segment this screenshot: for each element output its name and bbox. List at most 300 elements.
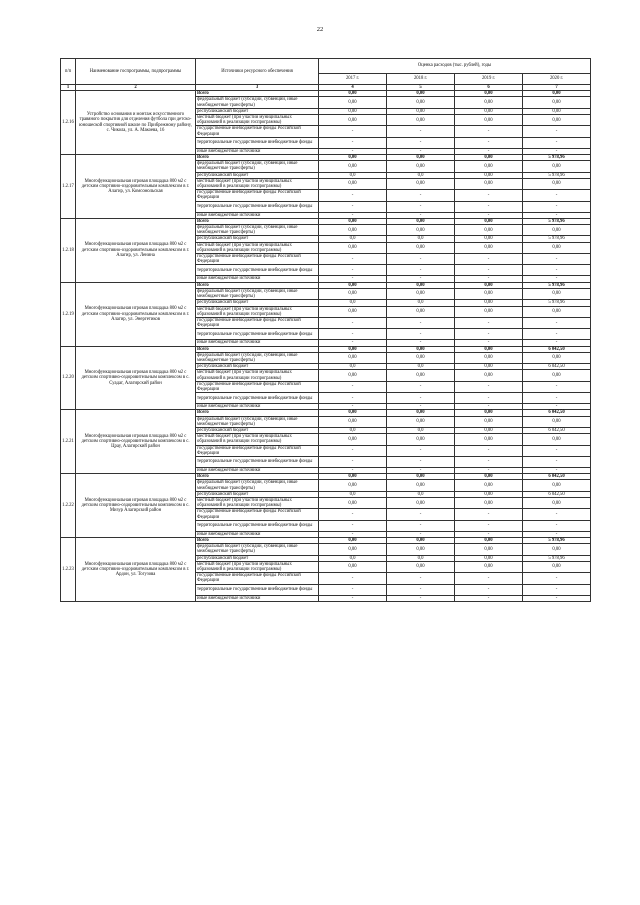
amount-cell: - bbox=[387, 381, 455, 392]
amount-cell: 0,00 bbox=[387, 155, 455, 161]
amount-cell: 0,00 bbox=[319, 108, 387, 114]
amount-cell: 0,00 bbox=[455, 115, 523, 126]
amount-cell: 0,00 bbox=[387, 538, 455, 544]
index-cell: 2 bbox=[76, 85, 196, 91]
item-name: Многофункциональная игровая площадка 800 м2 с детским спортивно-оздоровительным комплексом в с. Мизур Алагирский район bbox=[76, 474, 196, 538]
amount-cell: 0,00 bbox=[455, 555, 523, 561]
amount-cell: - bbox=[387, 404, 455, 410]
index-cell: 6 bbox=[455, 85, 523, 91]
funding-source: территориальные государственные внебюджетные фонды bbox=[196, 456, 319, 467]
item-number: 1.2.22 bbox=[61, 474, 76, 538]
funding-source: местный бюджет (при участии муниципальных образований в реализации госпрограммы) bbox=[196, 242, 319, 253]
amount-cell: 5 978,96 bbox=[523, 218, 591, 224]
funding-source: территориальные государственные внебюджетные фонды bbox=[196, 393, 319, 404]
amount-cell: 0,00 bbox=[455, 225, 523, 236]
funding-source: территориальные государственные внебюджетные фонды bbox=[196, 329, 319, 340]
amount-cell: 0,00 bbox=[387, 544, 455, 555]
funding-source: республиканский бюджет bbox=[196, 364, 319, 370]
amount-cell: 0,00 bbox=[319, 480, 387, 491]
amount-cell: 0,00 bbox=[387, 242, 455, 253]
amount-cell: - bbox=[455, 137, 523, 148]
amount-cell: 0,00 bbox=[455, 497, 523, 508]
amount-cell: - bbox=[387, 393, 455, 404]
amount-cell: - bbox=[455, 595, 523, 601]
amount-cell: 0,00 bbox=[387, 288, 455, 299]
funding-source: государственные внебюджетные фонды Российской Федерации bbox=[196, 317, 319, 328]
amount-cell: - bbox=[387, 445, 455, 456]
amount-cell: - bbox=[319, 126, 387, 137]
amount-cell: - bbox=[387, 573, 455, 584]
amount-cell: 0,00 bbox=[319, 97, 387, 108]
funding-source: местный бюджет (при участии муниципальных образований в реализации госпрограммы) bbox=[196, 115, 319, 126]
index-cell: 7 bbox=[523, 85, 591, 91]
amount-cell: - bbox=[319, 265, 387, 276]
funding-source: федеральный бюджет (субсидии, субвенции, иные межбюджетные трансферты) bbox=[196, 97, 319, 108]
item-number: 1.2.19 bbox=[61, 282, 76, 346]
amount-cell: 0,00 bbox=[319, 242, 387, 253]
amount-cell: 0,00 bbox=[523, 370, 591, 381]
amount-cell: 0,00 bbox=[319, 115, 387, 126]
funding-source: Всего bbox=[196, 282, 319, 288]
amount-cell: 0,00 bbox=[455, 480, 523, 491]
amount-cell: - bbox=[387, 276, 455, 282]
amount-cell: - bbox=[319, 445, 387, 456]
funding-source: Всего bbox=[196, 474, 319, 480]
funding-source: Всего bbox=[196, 538, 319, 544]
funding-source: федеральный бюджет (субсидии, субвенции, иные межбюджетные трансферты) bbox=[196, 161, 319, 172]
item-number: 1.2.20 bbox=[61, 346, 76, 410]
funding-source: государственные внебюджетные фонды Российской Федерации bbox=[196, 573, 319, 584]
amount-cell: - bbox=[319, 520, 387, 531]
amount-cell: 0,0 bbox=[319, 427, 387, 433]
amount-cell: - bbox=[387, 456, 455, 467]
amount-cell: 0,00 bbox=[455, 178, 523, 189]
amount-cell: - bbox=[523, 340, 591, 346]
funding-source: республиканский бюджет bbox=[196, 108, 319, 114]
funding-source: местный бюджет (при участии муниципальных образований в реализации госпрограммы) bbox=[196, 306, 319, 317]
amount-cell: - bbox=[523, 520, 591, 531]
amount-cell: 0,00 bbox=[455, 108, 523, 114]
amount-cell: 0,00 bbox=[387, 474, 455, 480]
amount-cell: - bbox=[387, 595, 455, 601]
amount-cell: 0,00 bbox=[319, 474, 387, 480]
amount-cell: 6 042,50 bbox=[523, 346, 591, 352]
header-num: п/п bbox=[61, 59, 76, 85]
funding-source: республиканский бюджет bbox=[196, 555, 319, 561]
amount-cell: - bbox=[523, 126, 591, 137]
amount-cell: 0,00 bbox=[387, 218, 455, 224]
amount-cell: - bbox=[455, 126, 523, 137]
amount-cell: 0,00 bbox=[319, 178, 387, 189]
amount-cell: 0,0 bbox=[387, 236, 455, 242]
amount-cell: - bbox=[319, 381, 387, 392]
amount-cell: 0,0 bbox=[319, 172, 387, 178]
item-name: Многофункциональная игровая площадка 800 м2 с детским спортивно-оздоровительным комплексом в с. Суадаг, Алагирский район bbox=[76, 346, 196, 410]
amount-cell: - bbox=[455, 573, 523, 584]
amount-cell: 0,0 bbox=[319, 364, 387, 370]
amount-cell: 0,00 bbox=[523, 178, 591, 189]
amount-cell: 0,00 bbox=[319, 218, 387, 224]
amount-cell: 0,00 bbox=[387, 282, 455, 288]
amount-cell: - bbox=[319, 137, 387, 148]
amount-cell: 0,00 bbox=[523, 288, 591, 299]
header-name: Наименование госпрограммы, подпрограммы bbox=[76, 59, 196, 85]
amount-cell: 0,00 bbox=[523, 416, 591, 427]
funding-source: территориальные государственные внебюджетные фонды bbox=[196, 265, 319, 276]
funding-source: федеральный бюджет (субсидии, субвенции, иные межбюджетные трансферты) bbox=[196, 225, 319, 236]
amount-cell: 0,00 bbox=[455, 155, 523, 161]
amount-cell: 0,0 bbox=[387, 491, 455, 497]
amount-cell: 6 042,50 bbox=[523, 410, 591, 416]
amount-cell: - bbox=[319, 148, 387, 154]
funding-source: государственные внебюджетные фонды Российской Федерации bbox=[196, 126, 319, 137]
funding-source: местный бюджет (при участии муниципальных образований в реализации госпрограммы) bbox=[196, 497, 319, 508]
amount-cell: 0,00 bbox=[319, 370, 387, 381]
amount-cell: 0,00 bbox=[387, 410, 455, 416]
index-cell: 5 bbox=[387, 85, 455, 91]
amount-cell: 6 042,50 bbox=[523, 491, 591, 497]
amount-cell: 0,00 bbox=[319, 288, 387, 299]
amount-cell: 0,00 bbox=[455, 346, 523, 352]
funding-source: местный бюджет (при участии муниципальных образований в реализации госпрограммы) bbox=[196, 561, 319, 572]
amount-cell: - bbox=[455, 212, 523, 218]
amount-cell: 0,00 bbox=[455, 491, 523, 497]
amount-cell: - bbox=[387, 467, 455, 473]
amount-cell: - bbox=[319, 329, 387, 340]
amount-cell: - bbox=[523, 573, 591, 584]
amount-cell: 5 978,96 bbox=[523, 282, 591, 288]
funding-source: республиканский бюджет bbox=[196, 172, 319, 178]
amount-cell: 0,00 bbox=[319, 306, 387, 317]
amount-cell: - bbox=[387, 329, 455, 340]
funding-source: иные внебюджетные источники bbox=[196, 404, 319, 410]
amount-cell: - bbox=[387, 265, 455, 276]
amount-cell: - bbox=[523, 531, 591, 537]
amount-cell: 0,00 bbox=[387, 370, 455, 381]
amount-cell: - bbox=[455, 584, 523, 595]
amount-cell: 0,00 bbox=[523, 306, 591, 317]
funding-source: территориальные государственные внебюджетные фонды bbox=[196, 201, 319, 212]
amount-cell: - bbox=[455, 520, 523, 531]
amount-cell: - bbox=[523, 137, 591, 148]
item-number: 1.2.21 bbox=[61, 410, 76, 474]
funding-source: иные внебюджетные источники bbox=[196, 467, 319, 473]
amount-cell: 0,00 bbox=[523, 242, 591, 253]
amount-cell: 0,00 bbox=[455, 538, 523, 544]
amount-cell: 0,00 bbox=[455, 161, 523, 172]
index-cell: 1 bbox=[61, 85, 76, 91]
amount-cell: 0,0 bbox=[319, 300, 387, 306]
amount-cell: - bbox=[523, 148, 591, 154]
amount-cell: - bbox=[455, 317, 523, 328]
amount-cell: 0,00 bbox=[455, 97, 523, 108]
item-number: 1.2.17 bbox=[61, 155, 76, 219]
amount-cell: - bbox=[387, 509, 455, 520]
amount-cell: 0,00 bbox=[455, 474, 523, 480]
amount-cell: - bbox=[387, 137, 455, 148]
amount-cell: 0,00 bbox=[455, 236, 523, 242]
amount-cell: 0,00 bbox=[455, 242, 523, 253]
funding-source: федеральный бюджет (субсидии, субвенции, иные межбюджетные трансферты) bbox=[196, 352, 319, 363]
amount-cell: 0,0 bbox=[387, 427, 455, 433]
funding-source: местный бюджет (при участии муниципальных образований в реализации госпрограммы) bbox=[196, 370, 319, 381]
funding-source: территориальные государственные внебюджетные фонды bbox=[196, 520, 319, 531]
amount-cell: - bbox=[319, 531, 387, 537]
amount-cell: 0,00 bbox=[523, 544, 591, 555]
amount-cell: - bbox=[455, 509, 523, 520]
amount-cell: 0,00 bbox=[455, 544, 523, 555]
amount-cell: 0,00 bbox=[523, 480, 591, 491]
amount-cell: 0,00 bbox=[523, 115, 591, 126]
amount-cell: 0,00 bbox=[387, 497, 455, 508]
amount-cell: - bbox=[455, 404, 523, 410]
amount-cell: - bbox=[455, 381, 523, 392]
amount-cell: - bbox=[455, 456, 523, 467]
amount-cell: - bbox=[319, 212, 387, 218]
funding-source: иные внебюджетные источники bbox=[196, 595, 319, 601]
amount-cell: - bbox=[319, 509, 387, 520]
amount-cell: - bbox=[387, 340, 455, 346]
funding-source: федеральный бюджет (субсидии, субвенции, иные межбюджетные трансферты) bbox=[196, 416, 319, 427]
funding-source: государственные внебюджетные фонды Российской Федерации bbox=[196, 254, 319, 265]
amount-cell: - bbox=[319, 393, 387, 404]
amount-cell: 0,00 bbox=[387, 115, 455, 126]
funding-source: государственные внебюджетные фонды Российской Федерации bbox=[196, 190, 319, 201]
amount-cell: 0,00 bbox=[387, 416, 455, 427]
amount-cell: 0,00 bbox=[455, 434, 523, 445]
amount-cell: 0,00 bbox=[387, 178, 455, 189]
amount-cell: - bbox=[523, 212, 591, 218]
amount-cell: - bbox=[523, 584, 591, 595]
item-name: Многофункциональная игровая площадка 800 м2 с детским спортивно-оздоровительным комплексом в г. Ардон, ул. Тогузова bbox=[76, 538, 196, 602]
amount-cell: 0,00 bbox=[387, 91, 455, 97]
page-number: 22 bbox=[316, 26, 324, 33]
amount-cell: - bbox=[319, 276, 387, 282]
amount-cell: - bbox=[387, 201, 455, 212]
funding-source: местный бюджет (при участии муниципальных образований в реализации госпрограммы) bbox=[196, 178, 319, 189]
item-name: Многофункциональная игровая площадка 800 м2 с детским спортивно-оздоровительным комплексом в с. Црау, Алагирский район bbox=[76, 410, 196, 474]
funding-source: территориальные государственные внебюджетные фонды bbox=[196, 137, 319, 148]
amount-cell: 0,00 bbox=[455, 410, 523, 416]
amount-cell: 0,00 bbox=[523, 352, 591, 363]
amount-cell: - bbox=[319, 254, 387, 265]
amount-cell: 6 042,50 bbox=[523, 364, 591, 370]
amount-cell: - bbox=[387, 584, 455, 595]
amount-cell: 5 978,96 bbox=[523, 172, 591, 178]
item-name: Многофункциональная игровая площадка 800 м2 с детским спортивно-оздоровительным комплексом в г. Алагир, ул. Энергетиков bbox=[76, 282, 196, 346]
amount-cell: 0,00 bbox=[387, 97, 455, 108]
amount-cell: 0,0 bbox=[387, 172, 455, 178]
amount-cell: 0,00 bbox=[319, 282, 387, 288]
index-cell: 3 bbox=[196, 85, 319, 91]
amount-cell: - bbox=[523, 381, 591, 392]
header-year: 2019 г. bbox=[455, 74, 523, 85]
amount-cell: 0,0 bbox=[387, 300, 455, 306]
amount-cell: 0,00 bbox=[387, 352, 455, 363]
amount-cell: 0,00 bbox=[523, 97, 591, 108]
amount-cell: - bbox=[523, 276, 591, 282]
item-number: 1.2.16 bbox=[61, 91, 76, 155]
amount-cell: 0,00 bbox=[387, 561, 455, 572]
header-year: 2017 г. bbox=[319, 74, 387, 85]
amount-cell: - bbox=[455, 340, 523, 346]
header-source: Источники ресурсного обеспечения bbox=[196, 59, 319, 85]
amount-cell: - bbox=[455, 393, 523, 404]
amount-cell: - bbox=[523, 265, 591, 276]
amount-cell: 0,00 bbox=[319, 538, 387, 544]
index-cell: 4 bbox=[319, 85, 387, 91]
funding-source: иные внебюджетные источники bbox=[196, 212, 319, 218]
amount-cell: 0,00 bbox=[455, 306, 523, 317]
amount-cell: - bbox=[387, 520, 455, 531]
amount-cell: 0,00 bbox=[455, 416, 523, 427]
amount-cell: - bbox=[387, 190, 455, 201]
funding-source: государственные внебюджетные фонды Российской Федерации bbox=[196, 381, 319, 392]
amount-cell: 0,00 bbox=[523, 561, 591, 572]
amount-cell: 0,00 bbox=[455, 172, 523, 178]
amount-cell: 0,00 bbox=[319, 346, 387, 352]
amount-cell: 0,00 bbox=[387, 434, 455, 445]
amount-cell: - bbox=[319, 404, 387, 410]
budget-table bbox=[60, 58, 591, 602]
amount-cell: - bbox=[523, 595, 591, 601]
amount-cell: - bbox=[319, 584, 387, 595]
amount-cell: - bbox=[387, 212, 455, 218]
amount-cell: 0,00 bbox=[319, 161, 387, 172]
amount-cell: - bbox=[319, 456, 387, 467]
amount-cell: 0,00 bbox=[319, 91, 387, 97]
amount-cell: - bbox=[387, 254, 455, 265]
amount-cell: 0,00 bbox=[319, 352, 387, 363]
amount-cell: - bbox=[319, 190, 387, 201]
amount-cell: - bbox=[455, 276, 523, 282]
amount-cell: 0,00 bbox=[387, 306, 455, 317]
amount-cell: - bbox=[523, 445, 591, 456]
funding-source: иные внебюджетные источники bbox=[196, 276, 319, 282]
amount-cell: 0,00 bbox=[523, 225, 591, 236]
funding-source: иные внебюджетные источники bbox=[196, 340, 319, 346]
amount-cell: - bbox=[455, 265, 523, 276]
amount-cell: - bbox=[455, 531, 523, 537]
funding-source: иные внебюджетные источники bbox=[196, 148, 319, 154]
amount-cell: - bbox=[523, 254, 591, 265]
amount-cell: 0,00 bbox=[387, 225, 455, 236]
amount-cell: 0,00 bbox=[319, 497, 387, 508]
amount-cell: 0,00 bbox=[455, 218, 523, 224]
amount-cell: - bbox=[523, 509, 591, 520]
amount-cell: - bbox=[319, 573, 387, 584]
funding-source: Всего bbox=[196, 346, 319, 352]
header-year: 2020 г. bbox=[523, 74, 591, 85]
amount-cell: - bbox=[387, 317, 455, 328]
funding-source: федеральный бюджет (субсидии, субвенции, иные межбюджетные трансферты) bbox=[196, 480, 319, 491]
amount-cell: 0,0 bbox=[319, 236, 387, 242]
funding-source: республиканский бюджет bbox=[196, 491, 319, 497]
funding-source: Всего bbox=[196, 91, 319, 97]
amount-cell: 0,00 bbox=[387, 346, 455, 352]
amount-cell: 0,00 bbox=[455, 282, 523, 288]
header-estimate: Оценка расходов (тыс. рублей), годы bbox=[319, 59, 591, 74]
funding-source: Всего bbox=[196, 155, 319, 161]
amount-cell: 5 978,96 bbox=[523, 155, 591, 161]
funding-source: федеральный бюджет (субсидии, субвенции, иные межбюджетные трансферты) bbox=[196, 288, 319, 299]
amount-cell: 5 978,96 bbox=[523, 300, 591, 306]
amount-cell: - bbox=[455, 148, 523, 154]
funding-source: Всего bbox=[196, 218, 319, 224]
amount-cell: 0,0 bbox=[319, 555, 387, 561]
amount-cell: - bbox=[319, 317, 387, 328]
amount-cell: - bbox=[319, 201, 387, 212]
amount-cell: - bbox=[523, 329, 591, 340]
amount-cell: - bbox=[523, 467, 591, 473]
amount-cell: 0,00 bbox=[455, 288, 523, 299]
amount-cell: 6 042,50 bbox=[523, 427, 591, 433]
amount-cell: - bbox=[523, 456, 591, 467]
amount-cell: 0,00 bbox=[455, 561, 523, 572]
amount-cell: 6 042,50 bbox=[523, 474, 591, 480]
amount-cell: - bbox=[523, 393, 591, 404]
item-number: 1.2.23 bbox=[61, 538, 76, 602]
item-number: 1.2.18 bbox=[61, 218, 76, 282]
amount-cell: 0,00 bbox=[455, 91, 523, 97]
amount-cell: - bbox=[455, 445, 523, 456]
item-name: Многофункциональная игровая площадка 800 м2 с детским спортивно-оздоровительным комплексом в г. Алагир, ул. Ленина bbox=[76, 218, 196, 282]
amount-cell: 0,0 bbox=[319, 491, 387, 497]
amount-cell: - bbox=[387, 531, 455, 537]
amount-cell: - bbox=[387, 148, 455, 154]
amount-cell: 5 978,96 bbox=[523, 236, 591, 242]
funding-source: республиканский бюджет bbox=[196, 236, 319, 242]
amount-cell: - bbox=[455, 467, 523, 473]
amount-cell: 0,0 bbox=[387, 555, 455, 561]
funding-source: иные внебюджетные источники bbox=[196, 531, 319, 537]
item-name: Устройство основания и монтаж искусственного травяного покрытия для отделения футбола при детско-юношеской спортивной школе по Прибрежному району, с. Чикола, ул. А. Макоева, 16 bbox=[76, 91, 196, 155]
amount-cell: 0,00 bbox=[523, 91, 591, 97]
funding-source: территориальные государственные внебюджетные фонды bbox=[196, 584, 319, 595]
amount-cell: - bbox=[319, 595, 387, 601]
funding-source: федеральный бюджет (субсидии, субвенции, иные межбюджетные трансферты) bbox=[196, 544, 319, 555]
amount-cell: 5 978,96 bbox=[523, 555, 591, 561]
amount-cell: 0,00 bbox=[387, 480, 455, 491]
amount-cell: 0,00 bbox=[523, 108, 591, 114]
funding-source: государственные внебюджетные фонды Российской Федерации bbox=[196, 445, 319, 456]
funding-source: местный бюджет (при участии муниципальных образований в реализации госпрограммы) bbox=[196, 434, 319, 445]
amount-cell: 0,00 bbox=[319, 561, 387, 572]
amount-cell: 5 978,96 bbox=[523, 538, 591, 544]
amount-cell: - bbox=[455, 254, 523, 265]
amount-cell: 0,00 bbox=[387, 108, 455, 114]
funding-source: республиканский бюджет bbox=[196, 300, 319, 306]
amount-cell: 0,00 bbox=[523, 434, 591, 445]
amount-cell: - bbox=[455, 190, 523, 201]
amount-cell: 0,00 bbox=[523, 497, 591, 508]
funding-source: Всего bbox=[196, 410, 319, 416]
header-year: 2018 г. bbox=[387, 74, 455, 85]
amount-cell: - bbox=[319, 340, 387, 346]
amount-cell: 0,00 bbox=[455, 427, 523, 433]
funding-source: республиканский бюджет bbox=[196, 427, 319, 433]
amount-cell: 0,00 bbox=[319, 544, 387, 555]
amount-cell: 0,00 bbox=[455, 300, 523, 306]
amount-cell: 0,00 bbox=[319, 155, 387, 161]
amount-cell: 0,0 bbox=[387, 364, 455, 370]
item-name: Многофункциональная игровая площадка 800 м2 с детским спортивно-оздоровительным комплексом в г. Алагир, ул. Комсомольская bbox=[76, 155, 196, 219]
amount-cell: - bbox=[523, 404, 591, 410]
amount-cell: - bbox=[319, 467, 387, 473]
amount-cell: 0,00 bbox=[319, 416, 387, 427]
amount-cell: - bbox=[523, 190, 591, 201]
amount-cell: - bbox=[387, 126, 455, 137]
